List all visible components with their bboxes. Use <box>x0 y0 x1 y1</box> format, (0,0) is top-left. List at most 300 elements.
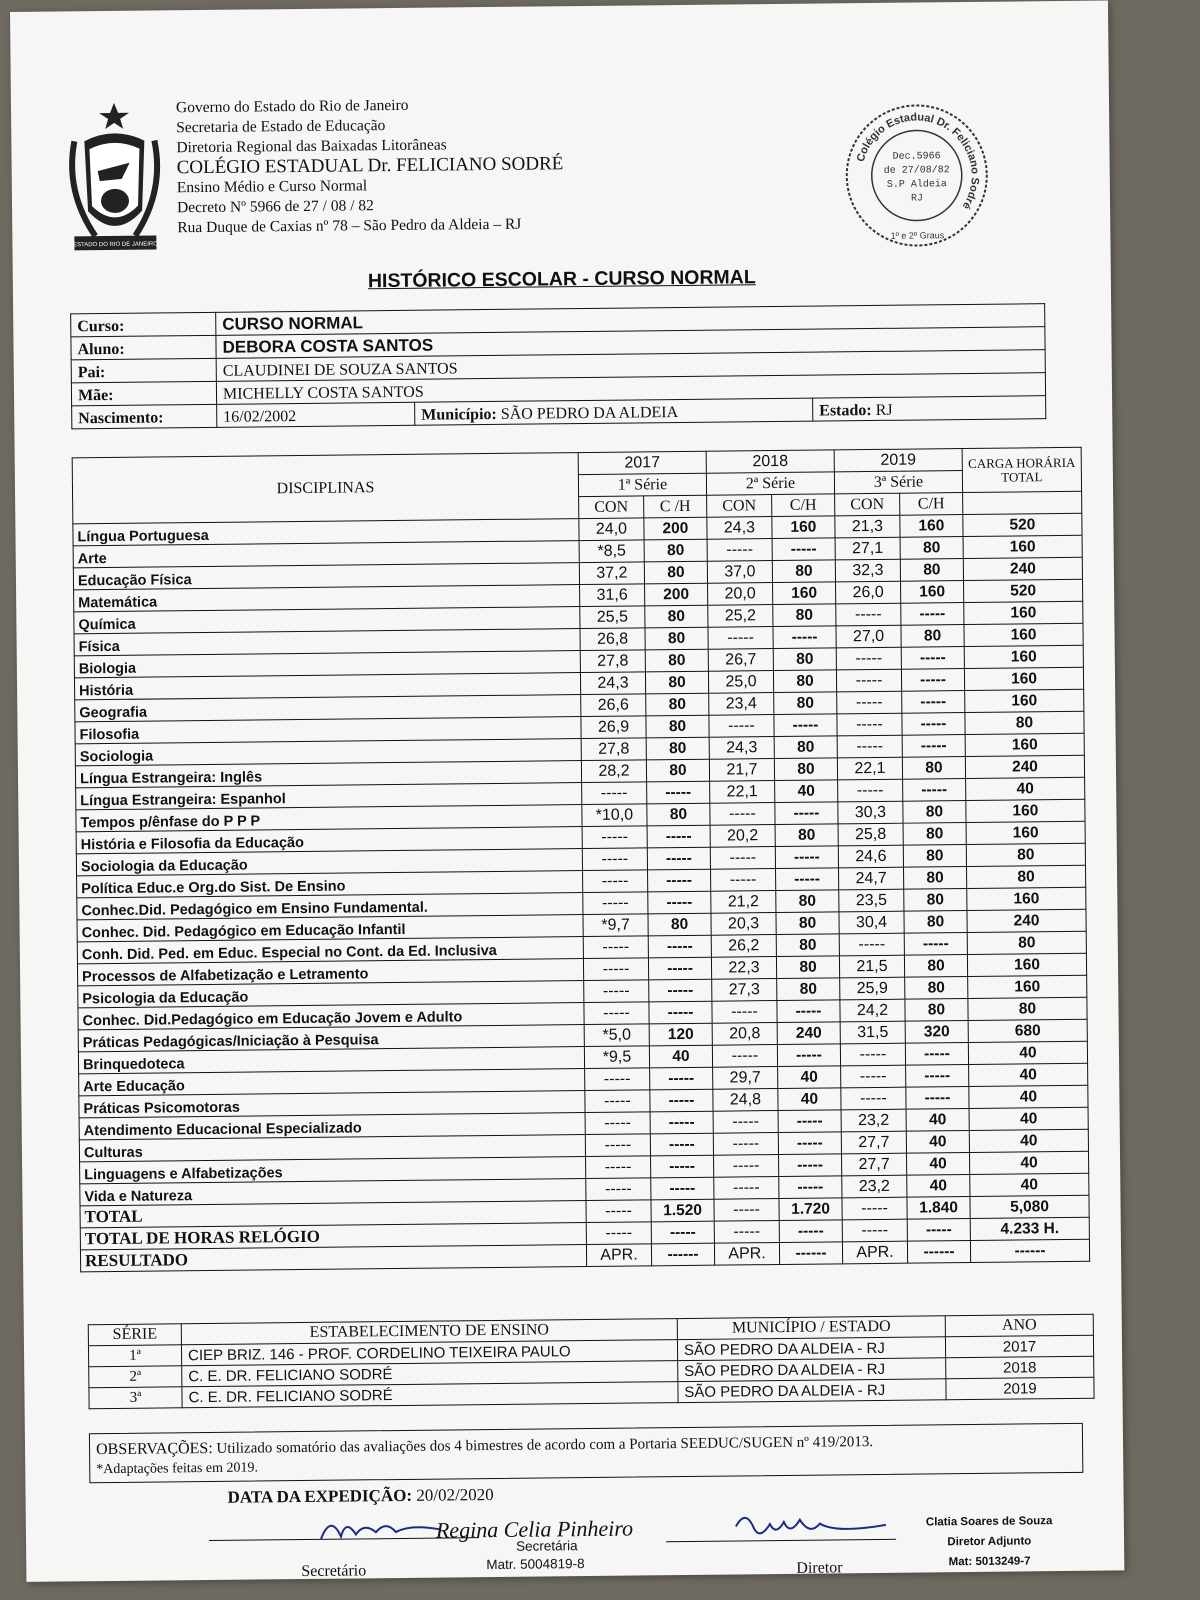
con-value: 25,5 <box>580 606 645 629</box>
total-hours-value: 40 <box>969 1085 1088 1108</box>
con-value: 28,2 <box>581 760 646 783</box>
ch-value: 320 <box>905 1021 968 1044</box>
estab-escola: C. E. DR. FELICIANO SODRÉ <box>182 1361 678 1387</box>
ch-value: ----- <box>772 538 835 561</box>
con-value: 26,8 <box>580 628 645 651</box>
discipline-name: Física <box>74 629 580 656</box>
year-header: 2019 <box>834 449 962 472</box>
ch-value: 80 <box>646 693 709 716</box>
state-coat-of-arms-icon <box>59 100 171 271</box>
con-value: ----- <box>842 1197 907 1220</box>
observations-box <box>89 1423 1083 1483</box>
ch-value: 80 <box>905 977 968 1000</box>
ch-value: 80 <box>773 670 836 693</box>
observations-label: OBSERVAÇÕES: <box>95 1439 213 1459</box>
con-value: 23,5 <box>839 889 904 912</box>
stamp-ring-bottom: 1º e 2º Graus <box>890 230 945 241</box>
ch-value: 40 <box>907 1175 970 1198</box>
ch-value: 80 <box>904 867 967 890</box>
nascimento-value: 16/02/2002 <box>217 402 415 427</box>
ch-value: 80 <box>772 560 835 583</box>
total-hours-value: ------ <box>970 1239 1089 1262</box>
con-value: *8,5 <box>579 540 644 563</box>
ch-value: 40 <box>778 1066 841 1089</box>
con-value: ----- <box>841 1065 906 1088</box>
con-value: 23,4 <box>709 693 774 716</box>
total-hours-value: 80 <box>968 997 1087 1020</box>
discipline-name: Química <box>74 607 580 634</box>
con-value: 26,0 <box>836 581 901 604</box>
con-value: 26,2 <box>711 935 776 958</box>
carga-horaria-header: CARGA HORÁRIA TOTAL <box>962 447 1081 492</box>
year-header: 2018 <box>706 450 834 473</box>
estab-serie: 3ª <box>89 1387 182 1409</box>
con-value: ----- <box>714 1199 779 1222</box>
con-value: *5,0 <box>584 1024 649 1047</box>
ch-value: 40 <box>906 1153 969 1176</box>
ch-value: 80 <box>644 539 707 562</box>
ch-value: 80 <box>648 913 711 936</box>
con-value: ----- <box>711 869 776 892</box>
con-value: *9,5 <box>584 1046 649 1069</box>
total-hours-value: 40 <box>970 1173 1089 1196</box>
observations-text: Utilizado somatório das avaliações dos 4 bimestres de acordo com a Portaria SEEDUC/SUGEN nº 419/2013. <box>212 1434 874 1457</box>
con-value: 22,1 <box>710 781 775 804</box>
ch-value: ----- <box>903 779 966 802</box>
ch-value: 40 <box>906 1131 969 1154</box>
total-hours-value: 160 <box>966 821 1085 844</box>
director-stamp-role: Diretor Adjunto <box>947 1535 1032 1549</box>
ch-value: 200 <box>644 517 707 540</box>
ch-header: C/H <box>900 493 963 516</box>
ch-value: ----- <box>647 781 710 804</box>
ch-value: ----- <box>904 933 967 956</box>
crest-banner-text: ESTADO DO RIO DE JANEIRO <box>72 241 158 249</box>
ch-value: 80 <box>646 737 709 760</box>
ch-value: ----- <box>776 868 839 891</box>
ch-value: ----- <box>778 1110 841 1133</box>
year-header: 2017 <box>578 451 706 474</box>
estab-col-header: ESTABELECIMENTO DE ENSINO <box>181 1319 677 1345</box>
con-value: APR. <box>714 1243 779 1266</box>
ch-value: ----- <box>647 825 710 848</box>
con-value: 24,0 <box>579 518 644 541</box>
stamp-line: de 27/08/82 <box>883 165 950 177</box>
con-value: 20,8 <box>712 1023 777 1046</box>
estab-serie: 1ª <box>88 1345 181 1367</box>
estab-escola: C. E. DR. FELICIANO SODRÉ <box>182 1382 678 1408</box>
ch-value: ----- <box>779 1220 842 1243</box>
ch-value: ----- <box>777 1044 840 1067</box>
municipio-value: SÃO PEDRO DA ALDEIA <box>500 404 679 423</box>
total-hours-value: 160 <box>964 645 1083 668</box>
con-header: CON <box>707 495 772 518</box>
pai-value: CLAUDINEI DE SOUZA SANTOS <box>216 350 1045 382</box>
con-value: 27,8 <box>581 738 646 761</box>
con-value: ----- <box>583 958 648 981</box>
grades-table <box>72 447 1090 1273</box>
con-value: 21,5 <box>839 955 904 978</box>
ch-value: ----- <box>906 1087 969 1110</box>
con-value: 26,7 <box>708 649 773 672</box>
disciplinas-header: DISCIPLINAS <box>72 453 579 524</box>
discipline-name: Filosofia <box>75 717 581 744</box>
discipline-name: Matemática <box>74 585 580 612</box>
ch-value: 160 <box>900 515 963 538</box>
con-value: 25,0 <box>708 671 773 694</box>
con-value: 24,3 <box>707 517 772 540</box>
total-hours-value: 40 <box>968 1041 1087 1064</box>
stamp-line: RJ <box>910 193 924 205</box>
ch-value: 1.840 <box>907 1197 970 1220</box>
municipio-cell <box>415 398 813 425</box>
ch-value: ----- <box>650 1067 713 1090</box>
total-hours-value: 160 <box>965 689 1084 712</box>
issue-date-label: DATA DA EXPEDIÇÃO: <box>227 1485 413 1507</box>
discipline-name: Biologia <box>74 651 580 678</box>
con-value: 37,0 <box>707 561 772 584</box>
ch-value: ----- <box>775 802 838 825</box>
total-hours-value: 520 <box>964 579 1083 602</box>
ch-value: 80 <box>774 692 837 715</box>
ch-value: 80 <box>902 757 965 780</box>
con-value: ----- <box>586 1200 651 1223</box>
con-value: ----- <box>585 1068 650 1091</box>
ch-value: ------ <box>779 1242 842 1265</box>
discipline-name: Conhec. Did.Pedagógico em Educação Jovem e Adulto <box>78 1003 584 1030</box>
label-pai: Pai: <box>71 358 216 383</box>
con-value: 23,2 <box>842 1175 907 1198</box>
ch-value: ----- <box>651 1221 714 1244</box>
con-value: 24,7 <box>839 867 904 890</box>
mae-value: MICHELLY COSTA SANTOS <box>216 373 1045 405</box>
label-nascimento: Nascimento: <box>72 404 217 429</box>
con-value: 29,7 <box>713 1067 778 1090</box>
con-value: 24,3 <box>709 737 774 760</box>
ch-value: ----- <box>773 626 836 649</box>
total-hours-value: 160 <box>965 733 1084 756</box>
con-value: 22,3 <box>711 957 776 980</box>
serie-header: 1ª Série <box>578 473 706 496</box>
con-header: CON <box>579 496 644 519</box>
ch-value: 80 <box>777 978 840 1001</box>
ch-value: 80 <box>903 845 966 868</box>
discipline-name: Educação Física <box>73 563 579 590</box>
estab-ano: 2017 <box>945 1335 1093 1358</box>
total-hours-value: 160 <box>964 601 1083 624</box>
con-value: 24,3 <box>580 672 645 695</box>
discipline-name: TOTAL <box>80 1201 586 1228</box>
discipline-name: Linguagens e Alfabetizações <box>80 1157 586 1184</box>
ch-value: 80 <box>904 911 967 934</box>
ch-value: 40 <box>778 1088 841 1111</box>
con-value: 30,4 <box>839 911 904 934</box>
con-value: ----- <box>584 1002 649 1025</box>
con-value: *9,7 <box>583 914 648 937</box>
director-stamp-name: Clatia Soares de Souza <box>925 1515 1053 1529</box>
con-value: 31,5 <box>840 1021 905 1044</box>
header-block <box>176 94 564 238</box>
ch-value: 80 <box>905 999 968 1022</box>
ch-value: ----- <box>778 1132 841 1155</box>
con-value: APR. <box>586 1244 651 1267</box>
label-municipio: Município: <box>421 405 497 424</box>
serie-col-header: SÉRIE <box>88 1324 181 1346</box>
con-value: 31,6 <box>580 584 645 607</box>
discipline-name: Conh. Did. Ped. em Educ. Especial no Cont. da Ed. Inclusiva <box>77 937 583 964</box>
total-hours-value: 40 <box>969 1063 1088 1086</box>
con-value: ----- <box>584 980 649 1003</box>
con-value: ----- <box>842 1219 907 1242</box>
total-hours-value: 160 <box>968 975 1087 998</box>
ch-value: 80 <box>903 823 966 846</box>
ch-value: 80 <box>774 736 837 759</box>
director-stamp <box>926 1511 1053 1572</box>
ch-value: 80 <box>900 537 963 560</box>
con-value: ----- <box>708 627 773 650</box>
estado-value: RJ <box>875 401 893 419</box>
con-value: 21,2 <box>711 891 776 914</box>
discipline-name: RESULTADO <box>80 1245 586 1272</box>
total-hours-value: 160 <box>966 799 1085 822</box>
con-value: ----- <box>713 1111 778 1134</box>
document-sheet <box>10 1 1124 1582</box>
total-hours-value: 40 <box>969 1107 1088 1130</box>
estab-municipio: SÃO PEDRO DA ALDEIA - RJ <box>678 1358 946 1382</box>
student-info-table <box>70 303 1046 429</box>
con-value: 30,3 <box>838 801 903 824</box>
con-value: 27,7 <box>842 1153 907 1176</box>
con-value: ----- <box>709 715 774 738</box>
ch-value: ----- <box>647 847 710 870</box>
curso-value: CURSO NORMAL <box>216 304 1045 336</box>
total-hours-value: 160 <box>967 887 1086 910</box>
con-value: ----- <box>840 1043 905 1066</box>
header-line: Governo do Estado do Rio de Janeiro <box>175 96 409 117</box>
ch-value: 80 <box>776 890 839 913</box>
ch-value: ----- <box>906 1065 969 1088</box>
secretary-signature-icon <box>316 1508 446 1549</box>
con-value: ----- <box>583 870 648 893</box>
header-line: Secretaria de Estado de Educação <box>176 117 386 137</box>
con-value: ----- <box>712 1045 777 1068</box>
ch-value: 160 <box>772 516 835 539</box>
ch-value: 80 <box>646 759 709 782</box>
estab-municipio: SÃO PEDRO DA ALDEIA - RJ <box>678 1379 946 1403</box>
con-value: 32,3 <box>835 559 900 582</box>
discipline-name: Conhec. Did. Pedagógico em Educação Infantil <box>77 915 583 942</box>
label-curso: Curso: <box>71 312 216 337</box>
ch-value: ----- <box>902 735 965 758</box>
con-value: ----- <box>585 1134 650 1157</box>
con-header: CON <box>835 493 900 516</box>
municipio-col-header: MUNICÍPIO / ESTADO <box>677 1316 945 1340</box>
total-hours-value: 240 <box>965 755 1084 778</box>
con-value: ----- <box>586 1178 651 1201</box>
estab-serie: 2ª <box>89 1366 182 1388</box>
ano-col-header: ANO <box>945 1314 1093 1337</box>
con-value: ----- <box>586 1156 651 1179</box>
ch-value: ----- <box>901 647 964 670</box>
con-value: ----- <box>585 1090 650 1113</box>
ch-value: ----- <box>777 1000 840 1023</box>
header-line: Decreto Nº 5966 de 27 / 08 / 82 <box>176 197 374 217</box>
secretary-label: Secretário <box>301 1562 367 1581</box>
total-hours-value: 80 <box>967 865 1086 888</box>
con-value: ----- <box>585 1112 650 1135</box>
ch-value: 200 <box>645 583 708 606</box>
secretary-registration: Matr. 5004819-8 <box>486 1556 585 1573</box>
total-hours-value: 40 <box>969 1129 1088 1152</box>
secretary-role: Secretária <box>516 1538 578 1554</box>
discipline-name: Língua Portuguesa <box>73 519 579 546</box>
total-hours-value: 160 <box>967 953 1086 976</box>
ch-value: 40 <box>906 1109 969 1132</box>
con-value: 27,8 <box>580 650 645 673</box>
ch-value: ----- <box>648 891 711 914</box>
ch-value: 80 <box>645 649 708 672</box>
ch-value: ----- <box>648 935 711 958</box>
ch-value: 80 <box>645 671 708 694</box>
con-value: 25,9 <box>840 977 905 1000</box>
con-value: ----- <box>582 848 647 871</box>
issue-date-value: 20/02/2020 <box>411 1485 494 1505</box>
aluno-value: DEBORA COSTA SANTOS <box>216 327 1045 359</box>
con-value: ----- <box>710 847 775 870</box>
establishments-table <box>88 1314 1095 1410</box>
ch-value: 80 <box>900 559 963 582</box>
con-value: 25,8 <box>838 823 903 846</box>
ch-value: 1.520 <box>651 1199 714 1222</box>
discipline-name: História <box>74 673 580 700</box>
estab-escola: CIEP BRIZ. 146 - PROF. CORDELINO TEIXEIRA PAULO <box>181 1340 677 1366</box>
ch-value: 1.720 <box>779 1198 842 1221</box>
con-value: ----- <box>836 603 901 626</box>
con-value: ----- <box>583 936 648 959</box>
total-hours-value: 160 <box>964 667 1083 690</box>
discipline-name: TOTAL DE HORAS RELÓGIO <box>80 1223 586 1250</box>
con-value: 25,2 <box>708 605 773 628</box>
total-hours-value: 240 <box>967 909 1086 932</box>
ch-value: 80 <box>774 758 837 781</box>
con-value: ----- <box>839 933 904 956</box>
ch-value: 80 <box>644 561 707 584</box>
total-hours-value: 160 <box>964 623 1083 646</box>
stamp-line: Dec.5966 <box>892 151 941 163</box>
con-value: 27,3 <box>712 979 777 1002</box>
discipline-name: Arte <box>73 541 579 568</box>
serie-header: 3ª Série <box>834 471 962 494</box>
total-hours-value: 40 <box>966 777 1085 800</box>
ch-value: ----- <box>779 1154 842 1177</box>
director-label: Diretor <box>796 1559 843 1577</box>
discipline-name: Geografia <box>75 695 581 722</box>
label-mae: Mãe: <box>71 381 216 406</box>
con-value: ----- <box>714 1221 779 1244</box>
ch-value: 80 <box>776 956 839 979</box>
discipline-name: Tempos p/ênfase do P P P <box>76 805 582 832</box>
total-hours-value: 40 <box>969 1151 1088 1174</box>
con-value: 26,9 <box>581 716 646 739</box>
ch-value: 80 <box>646 715 709 738</box>
discipline-name: Atendimento Educacional Especializado <box>79 1113 585 1140</box>
document-title <box>13 262 1111 296</box>
con-value: 20,0 <box>708 583 773 606</box>
con-value: 20,3 <box>711 913 776 936</box>
issue-date <box>227 1485 493 1508</box>
ch-value: ----- <box>901 603 964 626</box>
con-value: ----- <box>837 735 902 758</box>
con-value: APR. <box>842 1241 907 1264</box>
total-hours-value: 80 <box>965 711 1084 734</box>
ch-value: 80 <box>901 625 964 648</box>
header-line: Ensino Médio e Curso Normal <box>176 177 368 197</box>
ch-value: ------ <box>907 1241 970 1264</box>
ch-value: ----- <box>651 1177 714 1200</box>
header-line: Diretoria Regional das Baixadas Litorâneas <box>176 136 447 157</box>
discipline-name: Psicologia da Educação <box>78 981 584 1008</box>
total-hours-value: 80 <box>966 843 1085 866</box>
ch-value: 80 <box>773 604 836 627</box>
ch-value: ----- <box>651 1155 714 1178</box>
ch-value: 80 <box>904 889 967 912</box>
ch-value: 160 <box>901 581 964 604</box>
secretary-name: Regina Celia Pinheiro <box>435 1515 634 1543</box>
ch-value: 40 <box>649 1045 712 1068</box>
ch-value: ----- <box>648 957 711 980</box>
estab-ano: 2018 <box>946 1356 1094 1379</box>
observations-note: *Adaptações feitas em 2019. <box>96 1460 259 1478</box>
discipline-name: Práticas Pedagógicas/Iniciação à Pesquisa <box>78 1025 584 1052</box>
con-value: 24,6 <box>838 845 903 868</box>
con-value: ----- <box>836 669 901 692</box>
discipline-name: História e Filosofia da Educação <box>76 827 582 854</box>
con-value: 27,7 <box>841 1131 906 1154</box>
ch-value: 160 <box>773 582 836 605</box>
con-value: ----- <box>836 647 901 670</box>
total-hours-value: 80 <box>967 931 1086 954</box>
con-value: 24,2 <box>840 999 905 1022</box>
ch-value: 80 <box>776 934 839 957</box>
blank-header <box>963 491 1082 514</box>
total-hours-value: 240 <box>963 557 1082 580</box>
ch-value: ----- <box>905 1043 968 1066</box>
header-line: Rua Duque de Caxias nº 78 – São Pedro da Aldeia – RJ <box>177 215 522 237</box>
estado-cell <box>813 396 1046 421</box>
discipline-name: Arte Educação <box>79 1069 585 1096</box>
con-value: 27,1 <box>835 537 900 560</box>
con-value: ----- <box>841 1087 906 1110</box>
discipline-name: Brinquedoteca <box>78 1047 584 1074</box>
con-value: ----- <box>582 826 647 849</box>
con-value: ----- <box>837 691 902 714</box>
label-aluno: Aluno: <box>71 335 216 360</box>
con-value: *10,0 <box>582 804 647 827</box>
ch-value: ------ <box>651 1243 714 1266</box>
con-value: ----- <box>714 1177 779 1200</box>
con-value: 27,0 <box>836 625 901 648</box>
ch-value: 80 <box>776 912 839 935</box>
total-hours-value: 160 <box>963 535 1082 558</box>
con-value: ----- <box>707 539 772 562</box>
stamp-ring-text: Colégio Estadual Dr. Feliciano Sodré <box>854 111 981 212</box>
ch-value: ----- <box>650 1089 713 1112</box>
con-value: ----- <box>586 1222 651 1245</box>
con-value: ----- <box>712 1001 777 1024</box>
total-hours-value: 520 <box>963 513 1082 536</box>
discipline-name: Conhec.Did. Pedagógico em Ensino Fundamental. <box>77 893 583 920</box>
con-value: ----- <box>583 892 648 915</box>
